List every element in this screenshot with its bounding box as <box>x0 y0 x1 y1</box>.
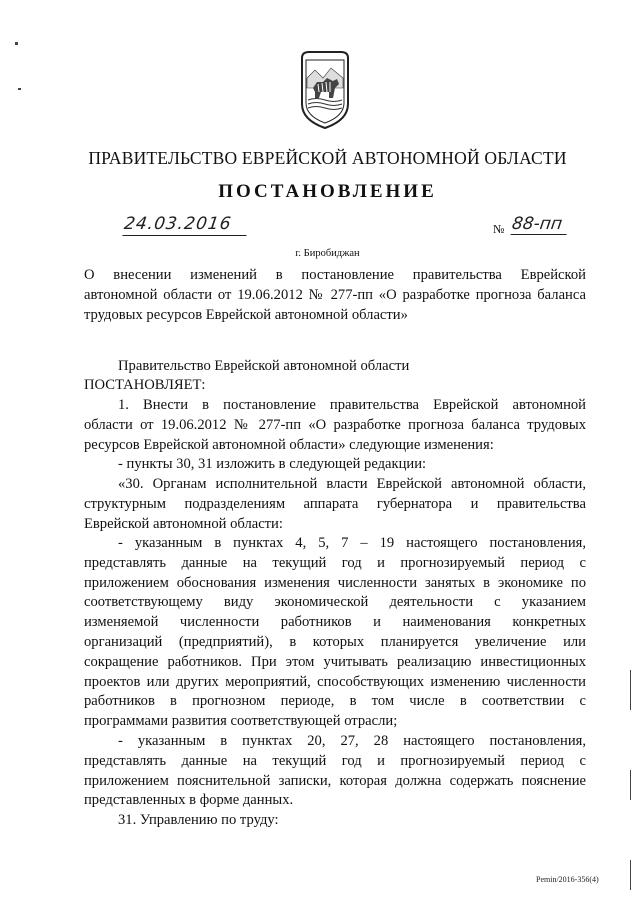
subject-block <box>84 266 586 325</box>
coat-of-arms-icon <box>299 48 351 132</box>
item-1: 1. Внести в постановление правительства Еврейской автономной области от 19.06.2012 № 277-пп «О разработке прогноза баланса трудовых ресурсов Еврейской автономной области» следующие изменения: <box>84 397 586 453</box>
handwritten-date: 24.03.2016 <box>122 214 249 236</box>
resolves-heading: ПОСТАНОВЛЯЕТ: <box>84 377 206 393</box>
item-30-subitem-1: - указанным в пунктах 4, 5, 7 – 19 настоящего постановления, представлять данные на текущий год и прогнозируемый период с приложением обоснования изменения численности занятых в экономике по соответствующему виду экономической деятельности с указанием изменяемой численности работников и наименования конкретных организаций (предприятий), в которых планируется увеличение или сокращение работников. При этом учитывать реализацию инвестиционных проектов или других мероприятий, способствующих изменению численности работников в прогнозном периоде, в том числе в соответствии с программами развития соответствующей отрасли; <box>84 535 586 730</box>
document-code: Pemin/2016-356(4) <box>536 875 599 884</box>
subject-line: О внесении изменений в постановление правительства Еврейской <box>84 267 586 283</box>
item-31: 31. Управлению по труду: <box>118 812 279 828</box>
item-30-subitem-2: - указанным в пунктах 20, 27, 28 настоящего постановления, представлять данные на текущий год и прогнозируемый период с приложением пояснительной записки, которая должна содержать пояснение представленных в форме данных. <box>84 733 586 809</box>
subject-line: трудовых ресурсов Еврейской автономной области» <box>84 306 408 323</box>
scan-mark <box>630 860 631 890</box>
handwritten-number: 88-пп <box>511 214 570 235</box>
document-type-title: ПОСТАНОВЛЕНИЕ <box>218 181 437 202</box>
preamble: Правительство Еврейской автономной области <box>118 358 410 374</box>
scan-mark <box>18 88 21 90</box>
scan-mark <box>630 770 631 800</box>
city-label: г. Биробиджан <box>295 248 360 259</box>
scan-mark <box>630 670 631 710</box>
points-intro: - пункты 30, 31 изложить в следующей редакции: <box>118 456 427 472</box>
scan-mark <box>15 42 18 45</box>
subject-line: автономной области от 19.06.2012 № 277-пп «О разработке прогноза баланса <box>84 286 586 303</box>
number-sign: № <box>493 222 505 236</box>
item-30: «30. Органам исполнительной власти Еврейской автономной области, структурным подразделениям аппарата губернатора и правительства Еврейской автономной области: <box>84 476 586 532</box>
government-title: ПРАВИТЕЛЬСТВО ЕВРЕЙСКОЙ АВТОНОМНОЙ ОБЛАСТИ <box>88 148 567 168</box>
